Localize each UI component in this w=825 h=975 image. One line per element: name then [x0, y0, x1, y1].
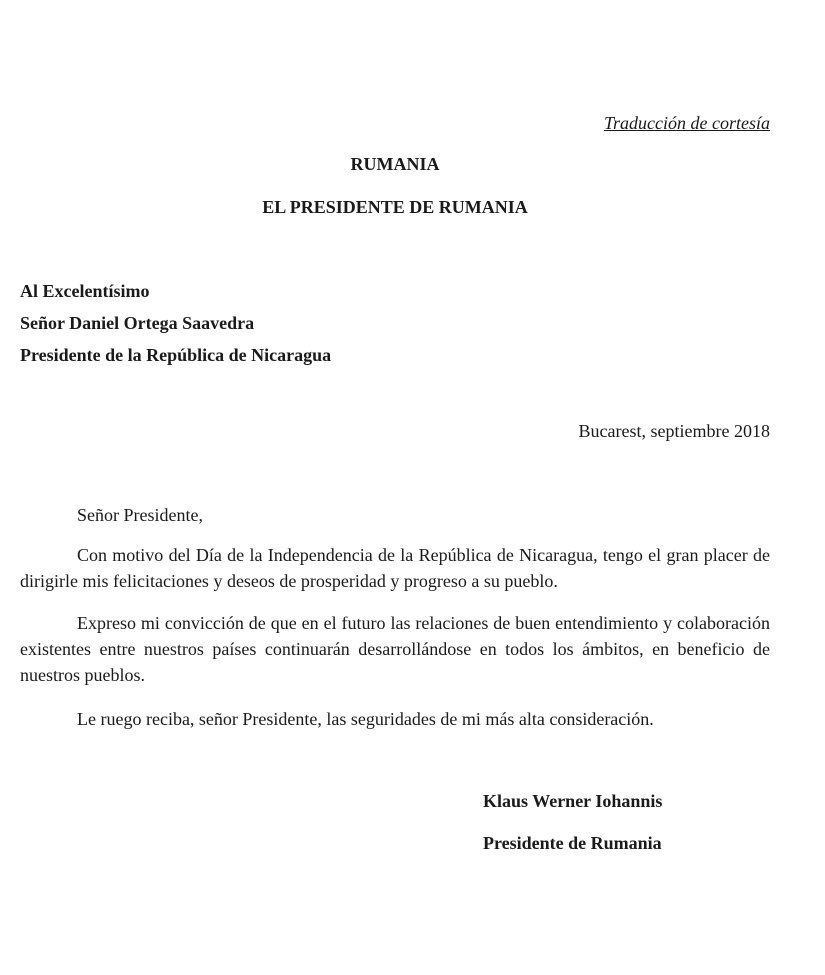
letterhead-country: RUMANIA — [350, 154, 440, 174]
courtesy-translation-note: Traducción de cortesía — [604, 113, 770, 133]
addressee-line-3: Presidente de la República de Nicaragua — [20, 345, 332, 365]
salutation: Señor Presidente, — [77, 505, 203, 525]
letterhead-office: EL PRESIDENTE DE RUMANIA — [262, 197, 528, 217]
date-line: Bucarest, septiembre 2018 — [578, 421, 770, 441]
body-paragraph-3: Le ruego reciba, señor Presidente, las seguridades de mi más alta consideración. — [77, 709, 654, 729]
body-paragraph-1: Con motivo del Día de la Independencia de la República de Nicaragua, tengo el gran placer de dirigirle mis felicitaciones y deseos de prosperidad y progreso a su pueblo. — [20, 545, 770, 591]
body-paragraph-2: Expreso mi convicción de que en el futuro las relaciones de buen entendimiento y colaboración existentes entre nuestros países continuarán desarrollándose en todos los ámbitos, en beneficio de nuestros pueblos. — [20, 613, 770, 685]
signatory-title: Presidente de Rumania — [483, 833, 662, 853]
addressee-line-2: Señor Daniel Ortega Saavedra — [20, 313, 255, 333]
addressee-line-1: Al Excelentísimo — [20, 281, 150, 301]
signatory-name: Klaus Werner Iohannis — [483, 791, 663, 811]
